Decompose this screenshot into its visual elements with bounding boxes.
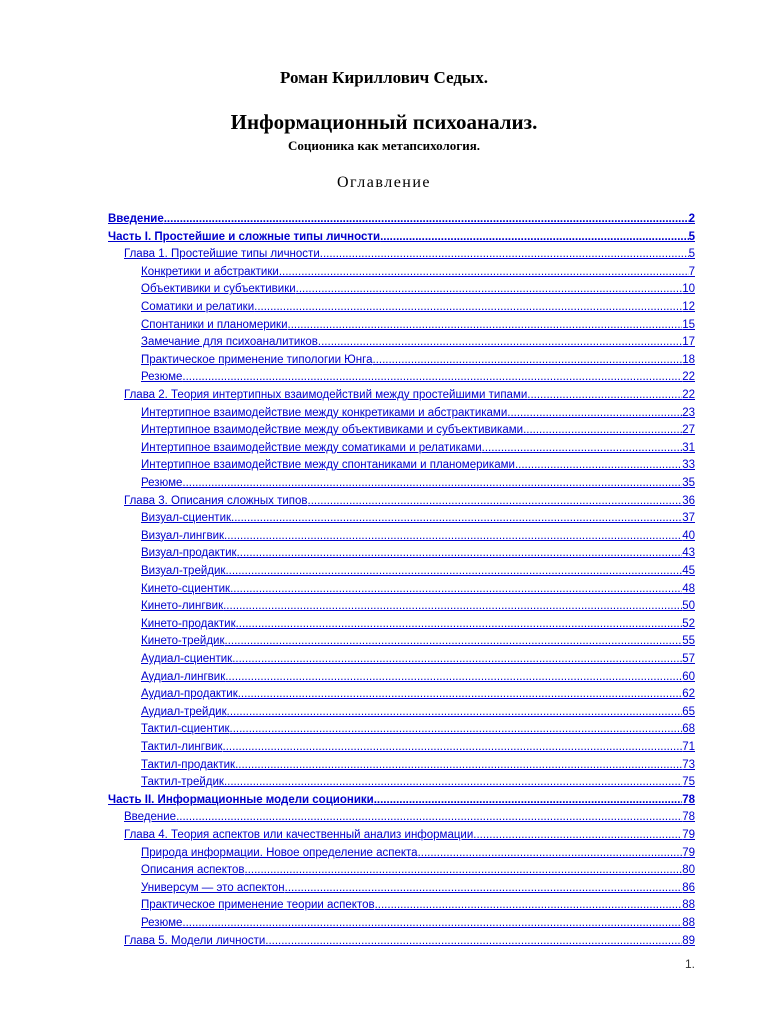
toc-entry[interactable] <box>141 773 695 789</box>
toc-entry[interactable] <box>141 298 695 314</box>
toc-entry[interactable] <box>124 808 695 824</box>
toc-entry-title: Интертипное взаимодействие между соматиками и релатиками <box>141 441 482 454</box>
toc-leader-dots <box>237 546 683 560</box>
toc-entry-title: Визуал-сциентик <box>141 512 232 525</box>
toc-entry[interactable] <box>141 562 695 578</box>
toc-entry-title: Замечание для психоаналитиков <box>141 336 318 349</box>
toc-entry[interactable] <box>141 544 695 560</box>
toc-entry-title: Аудиал-продактик <box>141 688 238 701</box>
toc-entry-title: Резюме <box>141 917 183 929</box>
toc-entry[interactable] <box>141 685 695 701</box>
toc-entry-page: 50 <box>682 600 695 613</box>
toc-leader-dots <box>224 775 682 789</box>
toc-leader-dots <box>482 441 683 455</box>
toc-entry-title: Глава 4. Теория аспектов или качественный анализ информации <box>124 829 474 841</box>
toc-entry-page: 2 <box>688 213 695 225</box>
toc-leader-dots <box>176 810 682 824</box>
toc-entry-title: Описания аспектов <box>141 864 245 877</box>
toc-entry-page: 5 <box>688 248 695 261</box>
toc-entry-page: 7 <box>688 265 695 278</box>
toc-entry-title: Визуал-продактик <box>141 547 237 560</box>
toc-entry[interactable] <box>141 404 695 420</box>
toc-leader-dots <box>182 916 682 930</box>
toc-leader-dots <box>232 652 682 666</box>
toc-entry-page: 18 <box>682 353 695 366</box>
toc-entry-page: 75 <box>682 776 695 789</box>
toc-entry-title: Аудиал-лингвик <box>141 670 226 683</box>
toc-entry-page: 22 <box>682 389 695 401</box>
toc-entry-page: 57 <box>682 653 695 665</box>
toc-entry[interactable] <box>141 597 695 613</box>
toc-leader-dots <box>288 318 683 332</box>
toc-entry-title: Визуал-трейдик <box>141 565 226 577</box>
toc-entry-page: 35 <box>682 477 695 489</box>
toc-entry[interactable] <box>141 263 695 279</box>
toc-leader-dots <box>285 881 683 895</box>
toc-leader-dots <box>225 564 682 578</box>
toc-entry-page: 36 <box>682 494 695 507</box>
toc-entry-title: Спонтаники и планомерики <box>141 318 288 331</box>
toc-entry-page: 52 <box>682 617 695 630</box>
toc-entry-title: Кинето-сциентик <box>141 582 231 595</box>
toc-entry-title: Тактил-трейдик <box>141 776 224 789</box>
toc-entry-title: Аудиал-трейдик <box>141 705 227 718</box>
toc-leader-dots <box>374 793 682 807</box>
toc-entry-title: Тактил-лингвик <box>141 741 223 753</box>
toc-entry-title: Введение <box>108 213 164 225</box>
toc-entry-title: Резюме <box>141 477 183 489</box>
toc-entry-title: Конкретики и абстрактики <box>141 265 279 278</box>
toc-entry-title: Универсум — это аспектон <box>141 881 285 894</box>
toc-entry-page: 5 <box>688 230 695 243</box>
toc-entry[interactable] <box>141 456 695 472</box>
toc-leader-dots <box>236 617 683 631</box>
toc-entry-page: 79 <box>682 846 695 859</box>
toc-entry-page: 15 <box>682 318 695 331</box>
toc-entry[interactable] <box>141 280 695 296</box>
toc-entry-title: Интертипное взаимодействие между конкретиками и абстрактиками <box>141 406 508 419</box>
toc-entry[interactable] <box>141 509 695 525</box>
toc-entry[interactable] <box>141 333 695 349</box>
toc-entry-title: Кинето-продактик <box>141 617 236 630</box>
toc-entry-page: 17 <box>682 336 695 349</box>
toc-leader-dots <box>238 687 682 701</box>
toc-entry[interactable] <box>141 632 695 648</box>
toc-leader-dots <box>230 582 682 596</box>
toc-entry-title: Глава 5. Модели личности <box>124 934 266 947</box>
toc-leader-dots <box>182 476 682 490</box>
toc-entry[interactable] <box>141 650 695 666</box>
toc-entry[interactable] <box>141 368 695 384</box>
toc-entry-page: 78 <box>682 811 695 824</box>
toc-entry-title: Аудиал-сциентик <box>141 653 233 665</box>
toc-leader-dots <box>164 212 689 226</box>
toc-leader-dots <box>230 722 683 736</box>
toc-entry-title: Тактил-сциентик <box>141 723 230 736</box>
toc-leader-dots <box>279 265 689 279</box>
toc-entry[interactable] <box>108 791 695 807</box>
toc-leader-dots <box>308 494 683 508</box>
toc-leader-dots <box>373 353 683 367</box>
toc-entry-page: 60 <box>682 670 695 683</box>
author-name: Роман Кириллович Седых. <box>280 68 488 87</box>
toc-entry-page: 88 <box>682 899 695 912</box>
toc-entry[interactable] <box>108 228 695 244</box>
toc-entry-title: Введение <box>124 811 177 824</box>
toc-entry[interactable] <box>141 668 695 684</box>
toc-leader-dots <box>380 230 689 244</box>
toc-entry-page: 40 <box>682 529 695 542</box>
toc-leader-dots <box>515 458 682 472</box>
toc-leader-dots <box>527 388 682 402</box>
toc-entry-title: Визуал-лингвик <box>141 529 225 542</box>
toc-leader-dots <box>254 300 682 314</box>
toc-entry-page: 33 <box>682 459 695 472</box>
toc-entry-title: Глава 3. Описания сложных типов <box>124 494 308 507</box>
toc-entry[interactable] <box>124 386 695 402</box>
toc-entry-page: 79 <box>682 829 695 841</box>
toc-entry-title: Природа информации. Новое определение аспекта <box>141 846 418 859</box>
toc-entry-title: Часть II. Информационные модели соционики <box>108 793 374 806</box>
toc-leader-dots <box>418 846 683 860</box>
toc-leader-dots <box>265 934 682 948</box>
toc-leader-dots <box>235 758 682 772</box>
toc-entry-title: Соматики и релатики <box>141 301 255 313</box>
toc-entry-page: 73 <box>682 758 695 771</box>
toc-entry-page: 31 <box>682 441 695 454</box>
toc-entry-page: 68 <box>682 723 695 736</box>
toc-entry[interactable] <box>141 615 695 631</box>
toc-entry[interactable] <box>141 474 695 490</box>
toc-leader-dots <box>231 511 682 525</box>
toc-entry-page: 12 <box>682 301 695 313</box>
toc-entry[interactable] <box>141 756 695 772</box>
toc-entry[interactable] <box>141 896 695 912</box>
toc-entry-page: 37 <box>682 512 695 525</box>
toc-entry[interactable] <box>141 720 695 736</box>
toc-entry[interactable] <box>124 245 695 261</box>
toc-entry-title: Часть I. Простейшие и сложные типы личности <box>108 230 381 243</box>
toc-entry-page: 27 <box>682 424 695 437</box>
page-number: 1. <box>684 957 695 971</box>
toc-entry[interactable] <box>141 703 695 719</box>
toc-leader-dots <box>225 670 682 684</box>
document-subtitle: Соционика как метапсихология. <box>288 138 480 153</box>
toc-entry-page: 80 <box>682 864 695 877</box>
toc-entry-page: 88 <box>682 917 695 929</box>
toc-entry-title: Кинето-лингвик <box>141 600 224 613</box>
toc-entry[interactable] <box>141 439 695 455</box>
toc-entry-title: Глава 1. Простейшие типы личности <box>124 248 320 261</box>
toc-entry-page: 55 <box>682 635 695 648</box>
toc-entry-title: Объективики и субъективики <box>141 283 296 296</box>
toc-leader-dots <box>182 370 682 384</box>
toc-leader-dots <box>227 705 683 719</box>
toc-entry[interactable] <box>141 914 695 930</box>
toc-entry-page: 22 <box>682 371 695 384</box>
toc-entry-page: 45 <box>682 565 695 577</box>
toc-leader-dots <box>375 898 683 912</box>
toc-leader-dots <box>245 863 683 877</box>
toc-entry[interactable] <box>141 316 695 332</box>
toc-entry-page: 65 <box>682 705 695 718</box>
document-title: Информационный психоанализ. <box>230 110 538 134</box>
toc-entry-page: 71 <box>682 741 695 753</box>
toc-entry[interactable] <box>141 738 695 754</box>
toc-entry[interactable] <box>124 932 695 948</box>
toc-leader-dots <box>523 423 682 437</box>
toc-heading: Оглавление <box>336 174 432 191</box>
toc-leader-dots <box>507 406 682 420</box>
toc-leader-dots <box>473 828 682 842</box>
toc-entry-title: Интертипное взаимодействие между объективиками и субъективиками <box>141 424 524 437</box>
toc-leader-dots <box>223 599 682 613</box>
toc-entry[interactable] <box>124 492 695 508</box>
toc-leader-dots <box>225 634 683 648</box>
toc-entry-page: 86 <box>682 881 695 894</box>
toc-entry[interactable] <box>141 351 695 367</box>
toc-entry-page: 48 <box>682 582 695 595</box>
toc-entry-page: 62 <box>682 688 695 701</box>
toc-entry[interactable] <box>141 861 695 877</box>
toc-leader-dots <box>296 282 683 296</box>
toc-entry[interactable] <box>108 210 695 226</box>
toc-leader-dots <box>224 529 682 543</box>
toc-entry[interactable] <box>141 527 695 543</box>
toc-entry[interactable] <box>141 879 695 895</box>
toc-entry[interactable] <box>141 421 695 437</box>
toc-entry-page: 78 <box>682 793 695 806</box>
toc-entry[interactable] <box>141 844 695 860</box>
toc-entry-title: Практическое применение теории аспектов <box>141 899 375 912</box>
toc-entry-title: Интертипное взаимодействие между спонтаниками и планомериками <box>141 459 515 472</box>
toc-leader-dots <box>318 335 682 349</box>
toc-entry[interactable] <box>124 826 695 842</box>
toc-entry-title: Кинето-трейдик <box>141 635 225 648</box>
toc-entry-page: 89 <box>682 934 695 947</box>
toc-entry-title: Глава 2. Теория интертипных взаимодействий между простейшими типами <box>124 389 528 401</box>
toc-entry-page: 10 <box>682 283 695 296</box>
toc-leader-dots <box>320 247 689 261</box>
toc-entry-title: Резюме <box>141 371 183 384</box>
toc-entry-page: 43 <box>682 547 695 560</box>
toc-leader-dots <box>223 740 683 754</box>
toc-entry-title: Практическое применение типологии Юнга <box>141 353 373 366</box>
toc-entry-page: 23 <box>682 406 695 419</box>
toc-entry-title: Тактил-продактик <box>141 758 236 771</box>
toc-entry[interactable] <box>141 580 695 596</box>
